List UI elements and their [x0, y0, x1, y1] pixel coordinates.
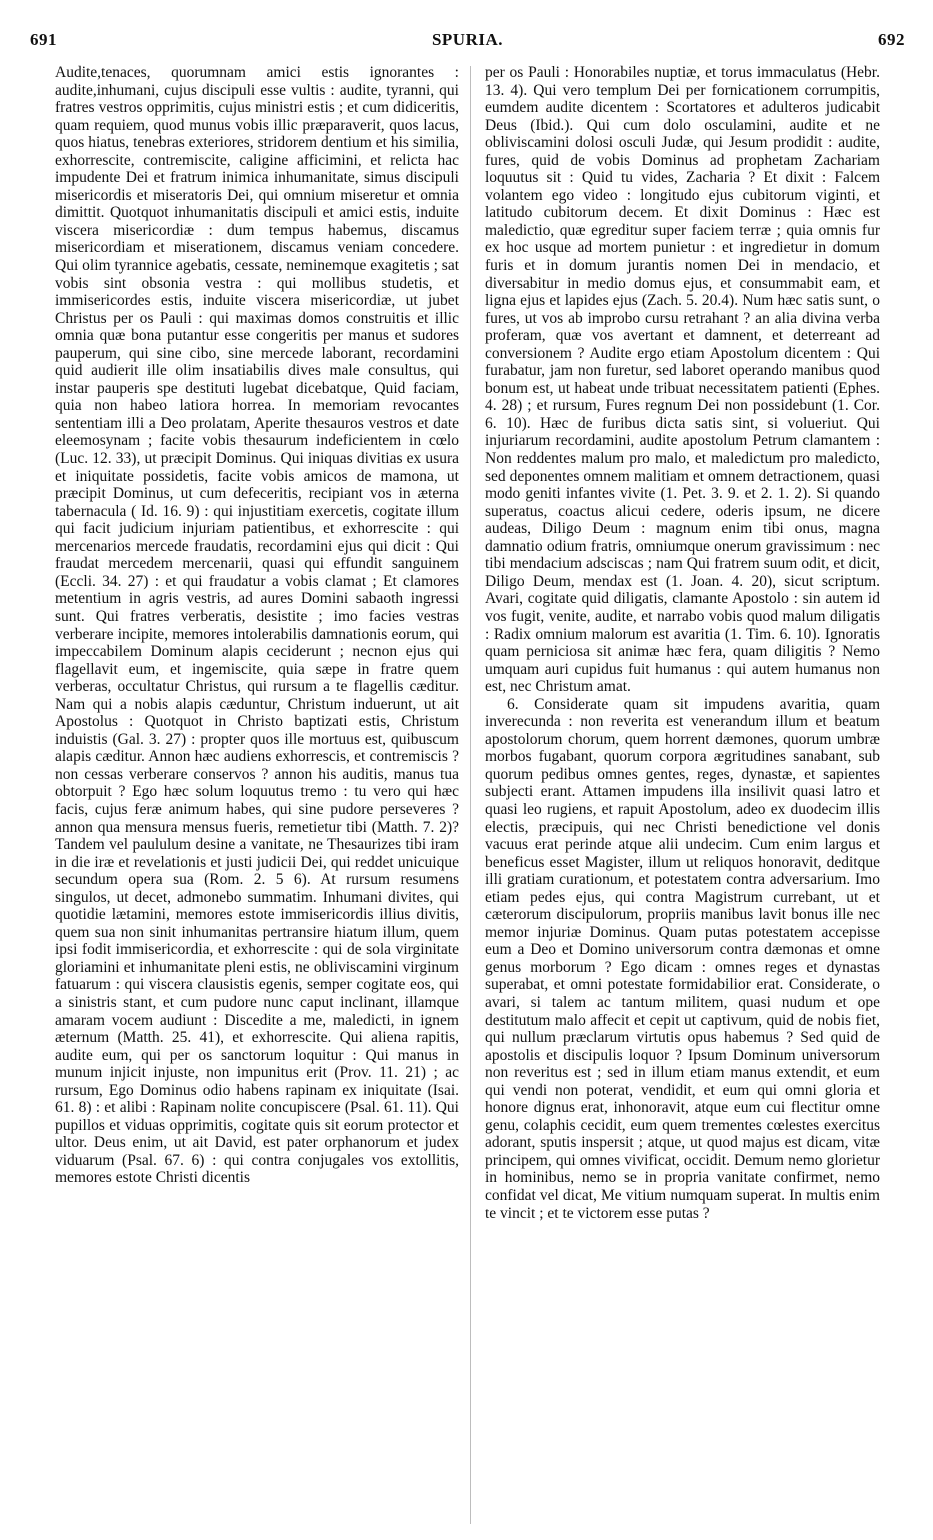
right-paragraph-2: 6. Considerate quam sit impudens avaritia, quam inverecunda : non reverita est venerandum illum et beatum apostolorum chorum, quem horrent dæmones, quorum umbræ morbos fugabant, quorum corpora ægritudines sanabant, sub quorum pedibus omnes gentes, reges, dynastæ, et sapientes subjecti erant. Attamen impudens illa insilivit quasi latro et quasi leo rugiens, et rapuit Apostolum, adeo ex duodecim illis electis, præcipuis, qui nec Christi benedictione vel donis vacuus erat perinde atque alii undecim. Cum enim largus et beneficus esset Magister, illum ut reliquos honoravit, deditque illi gratiam curationum, et potestatem contra adversarium. Imo etiam pedes ejus, qui contra Magistrum currebant, ut et cæterorum discipulorum, propriis manibus lavit bonus ille nec memor injuriæ Dominus. Quam putas potestatem accepisse eum a Deo et Domino universorum contra dæmonas et omne genus morborum ? Ego dicam : omnes reges et dynastas superabat, et omni potestate formidabilior erat. Considerate, o avari, si talem ac tantum militem, quasi nudum et ope destitutum malo affecit et cepit ut captivum, quid de nobis fiet, qui nullum præclarum virtutis opus habemus ? Sed quid de apostolis et discipulis loquor ? Ipsum Dominum universorum non reveritus est ; sed in illum etiam manus extendit, et eum qui vendi non poterat, vendidit, et eum qui omni gloria et honore dignus erat, inhonoravit, atque eum cui flectitur omne genu, colaphis cecidit, eum quem trementes cœlestes exercitus adorant, sputis inspersit ; atque, ut quod majus est dicam, vitæ principem, qui omnes vivificat, occidit. Demum nemo glorietur in hominibus, nemo se in propria vanitate confirmet, nemo confidat vel dicat, Me vitium numquam superat. In multis enim te vincit ; et te victorem esse putas ? [485, 695, 880, 1222]
page-number-left: 691 [30, 30, 57, 49]
left-paragraph-1: Audite,tenaces, quorumnam amici estis ignorantes : audite,inhumani, cujus discipuli esse vultis : audite, tyranni, qui fratres vestros opprimitis, cujus ministri estis ; et cum didiceritis, quam requiem, quod munus vobis illic præparaverit, quos lacus, quos hiatus, tenebras exteriores, stridorem dentium et his similia, exhorrescite, contremiscite, caligine afficimini, et relicta hac impudente Dei et fratrum inimica inhumanitate, simus discipuli misericordis et miseratoris Dei, qui omnium miseretur et omnia dimittit. Quotquot inhumanitatis discipuli et amici estis, induite viscera misericordiæ : dum tempus habemus, discamus misericordiam et miserationem, discamus veniam concedere. Qui olim tyrannice agebatis, cessate, neminemque exagitetis ; sat vobis sint obsonia vestra : qui mollibus studetis, et immisericordes estis, induite viscera misericordiæ, ut jubet Christus per os Pauli : qui maximas domos construitis et illic omnia quæ bona putantur esse congeritis per manus et sudores pauperum, qui sine cibo, sine mercede laborant, recordamini quid audierit ille olim insatiabilis dives male consultus, qui instar pauperis spe destituti lugebat dicebatque, Quid faciam, quia non habeo latiora horrea. In memoriam revocantes sententiam illi a Deo prolatam, Aperite thesauros vestros et date eleemosynam ; facite vobis thesaurum indeficientem in cœlo (Luc. 12. 33), ut præcipit Dominus. Qui iniquas divitias ex usura et iniquitate possidetis, facite vobis amicos de mamona, ut præcipit Dominus, ut cum defeceritis, recipiant vos in æterna tabernacula ( Id. 16. 9) : qui injustitiam exercetis, cogitate illum qui facit judicium injuriam patientibus, et exhorrescite : qui mercenarios mercede fraudatis, recordamini ejus qui dicit : Qui fraudat mercedem mercenarii, quasi qui effundit sanguinem (Eccli. 34. 27) : et qui fraudatur a vobis clamat ; Et clamores metentium in agris vestris, ad aures Domini sabaoth ingressi sunt. Qui fratres verberatis, desistite ; imo facies vestras verberare incipite, memores intolerabilis damnationis eorum, qui impeccabilem Dominum alapis ceciderunt ; necnon ejus qui flagellavit eum, et ingemiscite, quia sæpe in fratre quem verberas, occultatur Christus, qui rursum a te flagellis cæditur. Nam qui a nobis alapis cæduntur, Christum induerunt, ut ait Apostolus : Quotquot in Christo baptizati estis, Christum induistis (Gal. 3. 27) : propter quos ille mortuus est, quibuscum alapis cæditur. Annon hæc audiens exhorrescis, et contremiscis ? non cessas verberare conservos ? annon his auditis, manus tua obtorpuit ? Ego hæc solum loquutus tremo : tu vero qui hæc facis, cujus feræ animum habes, qui sine pudore perseveres ? annon qua mensura mensus fueris, remetietur tibi (Matth. 7. 2)? Tandem vel paululum desine a vanitate, ne Thesaurizes tibi iram in die iræ et revelationis et justi judicii Dei, qui reddet unicuique secundum opera sua (Rom. 2. 5 6). At rursum resumens singulos, ut decet, admonebo summatim. Inhumani divites, qui quotidie lætamini, memores estote immisericordis illius divitis, quem sua non sinit inhumanitas pertransire hiatum illum, quem ipsi fodit immisericordia, et exhorrescite : qui de sola virginitate gloriamini et inhumanitate pleni estis, ne obliviscamini virginum fatuarum : qui viscera clausistis egenis, semper cogitate eos, qui a sinistris stant, et cum pudore nunc caput inclinant, illamque amaram vocem audiunt : Discedite a me, maledicti, in ignem æternum (Matth. 25. 41), et exhorrescite. Qui aliena rapitis, audite eum, qui per os sanctorum loquitur : Qui manus in munum injicit injuste, non impunitus erit (Prov. 11. 21) ; ac rursum, Ego Dominus odio habens rapinam ex iniquitate (Isai. 61. 8) : et alibi : Rapinam nolite concupiscere (Psal. 61. 11). Qui pupillos et viduas opprimitis, cogitate quis sit eorum protector et ultor. Deus enim, ut ait David, est pater orphanorum et judex viduarum (Psal. 67. 6) : qui contra conjugales vos extollitis, memores estote Christi dicentis [55, 64, 459, 1187]
right-column [485, 64, 880, 1524]
left-column [55, 64, 459, 1524]
page-number-right: 692 [878, 30, 905, 49]
running-title: SPURIA. [431, 30, 504, 49]
running-header [30, 30, 905, 58]
column-divider [470, 66, 471, 1524]
right-paragraph-1: per os Pauli : Honorabiles nuptiæ, et torus immaculatus (Hebr. 13. 4). Qui vero templum Dei per fornicationem corrumpitis, eumdem audite dicentem : Scortatores et adulteros judicabit Deus (Ibid.). Qui cum dolo osculamini, audite et ne obliviscamini dolosi osculi Judæ, qui Jesum prodidit : audite, fures, quid de vobis Dominus ad prophetam Zachariam loquutus sit : Quid tu vides, Zacharia ? Et dixit : Falcem volantem ego video : longitudo ejus cubitorum viginti, et latitudo cubitorum decem. Et dixit Dominus : Hæc est maledictio, quæ egreditur super faciem terræ ; quia omnis fur ex hoc usque ad mortem punietur : et ingredietur in domum furis et in domum jurantis nomen Dei in mendacio, et diversabitur in medio domus ejus, et consummabit eam, et ligna ejus et lapides ejus (Zach. 5. 20.4). Num hæc satis sunt, o fures, ut vos ab improbo cursu retrahant ? an alia divina verba proferam, quæ vos avertant et damnent, et deterreant ad conversionem ? Audite ergo etiam Apostolum dicentem : Qui furabatur, jam non furetur, sed laboret operando manibus quod bonum est, ut habeat unde tribuat necessitatem patienti (Ephes. 4. 28) ; et rursum, Fures regnum Dei non possidebunt (1. Cor. 6. 10). Hæc de furibus dicta satis sint, si volueriut. Qui injuriarum recordamini, audite apostolum Petrum clamantem : Non reddentes malum pro malo, et maledictum pro maledicto, sed deponentes omnem malitiam et omnem detractionem, quasi modo geniti infantes vivite (1. Pet. 3. 9. et 2. 1. 2). Si quando superatus, coactus alicui cedere, oderis ipsum, ne dicere audeas, Diligo Deum : magnum enim tibi onus, magna damnatio odium fratris, omniumque onerum gravissimum : nec tibi mendacium adsciscas ; nam Qui fratrem suum odit, et dicit, Diligo Deum, mendax est (1. Joan. 4. 20), sicut scriptum. Avari, cogitate quid diligatis, clamante Apostolo : sin autem id vos fugit, venite, audite, et narrabo vobis quod malum diligatis : Radix omnium malorum est avaritia (1. Tim. 6. 10). Ignoratis quam perniciosa sit animæ hæc fera, quam diligitis ? Nemo umquam auri cupidus fuit humanus : qui autem humanus non est, nec Christum amat. [485, 64, 880, 696]
